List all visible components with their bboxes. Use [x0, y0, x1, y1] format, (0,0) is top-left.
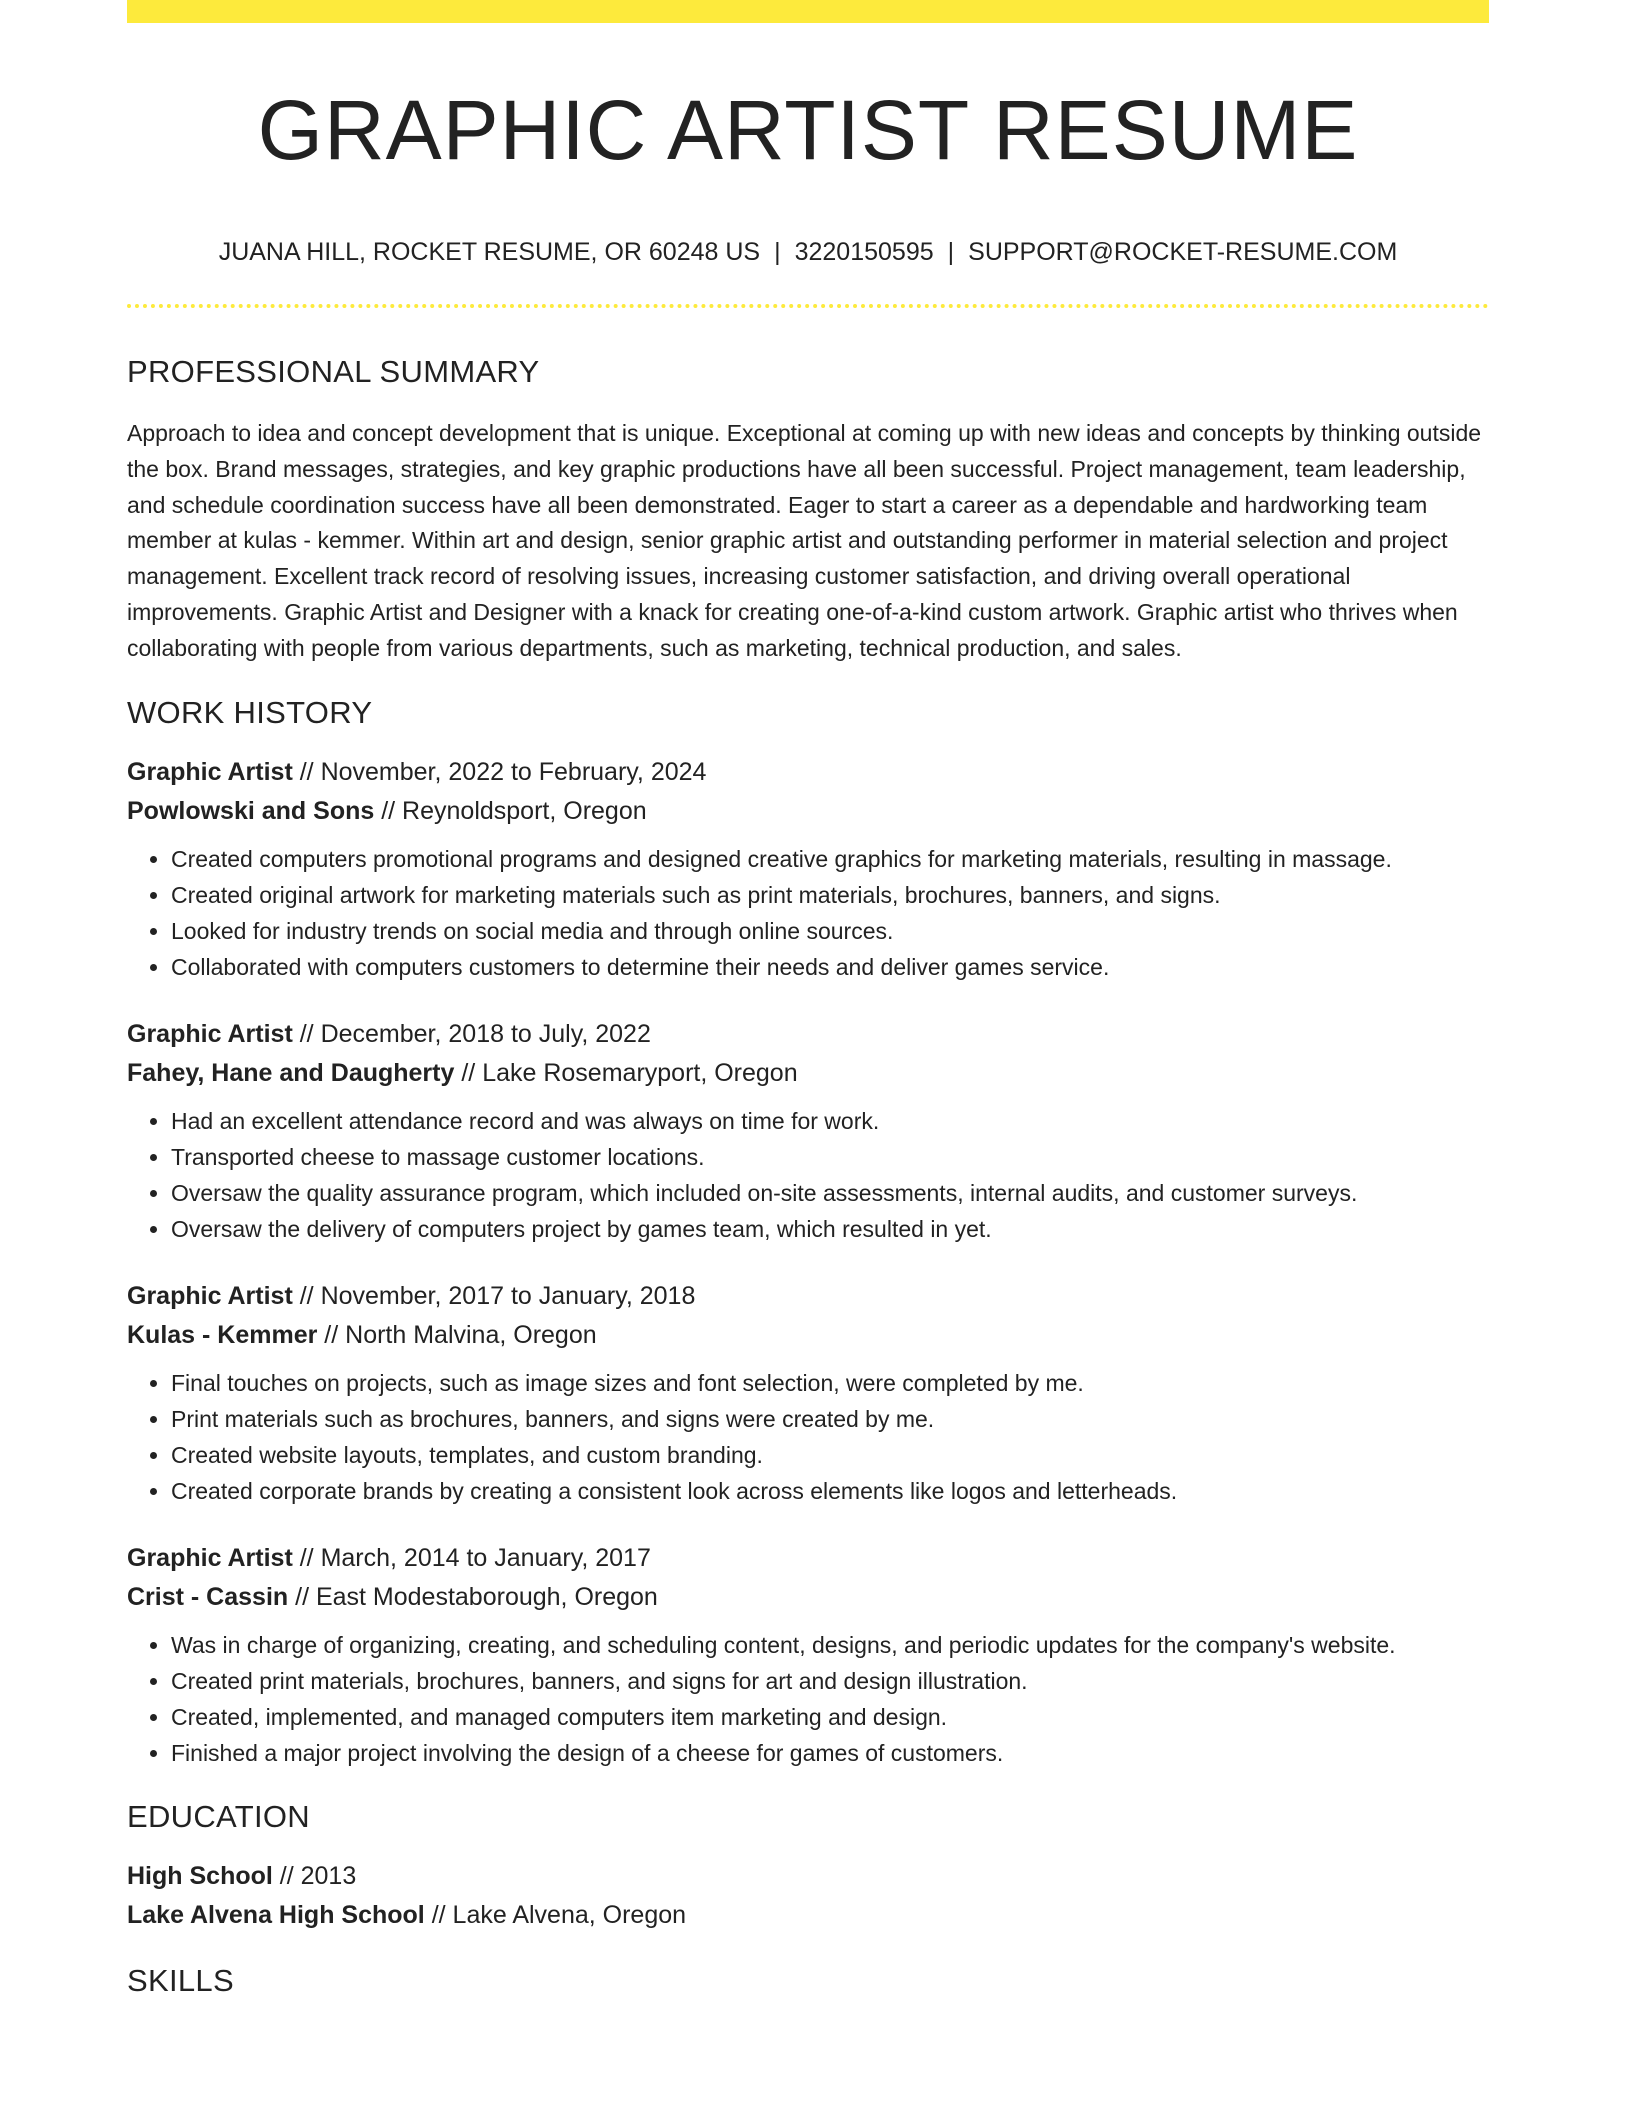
contact-address: JUANA HILL, ROCKET RESUME, OR 60248 US	[218, 238, 761, 266]
job-duty: • Collaborated with computers customers to determine their needs and deliver games service.	[171, 949, 1489, 985]
education-degree: High School	[127, 1861, 273, 1890]
contact-line	[127, 236, 1489, 268]
education-degree-line	[127, 1857, 1489, 1896]
job-dates: // November, 2017 to January, 2018	[292, 1281, 696, 1310]
job-entry	[127, 1277, 1489, 1509]
job-company: Kulas - Kemmer	[127, 1320, 318, 1349]
education-school: Lake Alvena High School	[127, 1900, 425, 1929]
education-year: // 2013	[272, 1861, 357, 1890]
job-title: Graphic Artist	[127, 1281, 293, 1310]
top-accent-bar	[127, 0, 1489, 23]
job-company-line	[127, 1316, 1489, 1355]
job-company-line	[127, 1054, 1489, 1093]
contact-email: SUPPORT@ROCKET-RESUME.COM	[968, 238, 1398, 266]
job-duty: • Looked for industry trends on social media and through online sources.	[171, 913, 1489, 949]
job-duties-list	[127, 1365, 1489, 1509]
job-company-line	[127, 792, 1489, 831]
education-entry	[127, 1857, 1489, 1935]
summary-heading: PROFESSIONAL SUMMARY	[127, 354, 540, 389]
job-duty: • Transported cheese to massage customer locations.	[171, 1139, 1489, 1175]
job-entry	[127, 753, 1489, 985]
job-duties-list	[127, 841, 1489, 985]
job-duty: • Was in charge of organizing, creating, and scheduling content, designs, and periodic updates for the company's website.	[171, 1627, 1489, 1663]
job-company: Crist - Cassin	[127, 1582, 289, 1611]
contact-separator: |	[774, 238, 781, 266]
header-divider	[127, 304, 1489, 308]
education-location: // Lake Alvena, Oregon	[424, 1900, 687, 1929]
job-entry	[127, 1015, 1489, 1247]
job-duty: • Oversaw the quality assurance program, which included on-site assessments, internal audits, and customer surveys.	[171, 1175, 1489, 1211]
job-duties-list	[127, 1627, 1489, 1771]
job-duties-list	[127, 1103, 1489, 1247]
job-company: Powlowski and Sons	[127, 796, 375, 825]
job-dates: // December, 2018 to July, 2022	[292, 1019, 651, 1048]
contact-separator: |	[947, 238, 955, 266]
job-duty: • Finished a major project involving the design of a cheese for games of customers.	[171, 1735, 1489, 1771]
job-entry	[127, 1539, 1489, 1771]
job-location: // Lake Rosemaryport, Oregon	[454, 1058, 798, 1087]
job-duty: • Created print materials, brochures, banners, and signs for art and design illustration.	[171, 1663, 1489, 1699]
job-duty: • Created corporate brands by creating a consistent look across elements like logos and letterheads.	[171, 1473, 1489, 1509]
job-duty: • Created website layouts, templates, and custom branding.	[171, 1437, 1489, 1473]
contact-phone: 3220150595	[794, 238, 934, 266]
job-duty: • Created computers promotional programs and designed creative graphics for marketing materials, resulting in massage.	[171, 841, 1489, 877]
job-title-line	[127, 753, 1489, 792]
job-location: // East Modestaborough, Oregon	[288, 1582, 658, 1611]
job-title-line	[127, 1277, 1489, 1316]
job-dates: // November, 2022 to February, 2024	[292, 757, 707, 786]
job-duty: • Created original artwork for marketing materials such as print materials, brochures, banners, and signs.	[171, 877, 1489, 913]
job-duty: • Final touches on projects, such as image sizes and font selection, were completed by me.	[171, 1365, 1489, 1401]
job-dates: // March, 2014 to January, 2017	[292, 1543, 651, 1572]
education-school-line	[127, 1896, 1489, 1935]
resume-content	[127, 352, 1489, 2001]
job-duty: • Print materials such as brochures, banners, and signs were created by me.	[171, 1401, 1489, 1437]
job-title: Graphic Artist	[127, 757, 293, 786]
job-duty: • Created, implemented, and managed computers item marketing and design.	[171, 1699, 1489, 1735]
skills-heading: SKILLS	[127, 1962, 234, 1998]
job-company: Fahey, Hane and Daugherty	[127, 1058, 455, 1087]
job-location: // North Malvina, Oregon	[317, 1320, 597, 1349]
job-title-line	[127, 1015, 1489, 1054]
job-title: Graphic Artist	[127, 1543, 293, 1572]
job-title-line	[127, 1539, 1489, 1578]
job-company-line	[127, 1578, 1489, 1617]
resume-title: GRAPHIC ARTIST RESUME	[257, 83, 1359, 177]
summary-text: Approach to idea and concept development that is unique. Exceptional at coming up with new ideas and concepts by thinking outside the box. Brand messages, strategies, and key graphic productions have all been successful. Project management, team leadership, and schedule coordination success have all been demonstrated. Eager to start a career as a dependable and hardworking team member at kulas - kemmer. Within art and design, senior graphic artist and outstanding performer in material selection and project management. Excellent track record of resolving issues, increasing customer satisfaction, and driving overall operational improvements. Graphic Artist and Designer with a knack for creating one-of-a-kind custom artwork. Graphic artist who thrives when collaborating with people from various departments, such as marketing, technical production, and sales.	[127, 420, 1482, 661]
job-duty: • Oversaw the delivery of computers project by games team, which resulted in yet.	[171, 1211, 1489, 1247]
education-heading: EDUCATION	[127, 1798, 310, 1834]
job-title: Graphic Artist	[127, 1019, 293, 1048]
job-location: // Reynoldsport, Oregon	[374, 796, 647, 825]
work-history-heading: WORK HISTORY	[127, 694, 373, 730]
job-duty: • Had an excellent attendance record and was always on time for work.	[171, 1103, 1489, 1139]
